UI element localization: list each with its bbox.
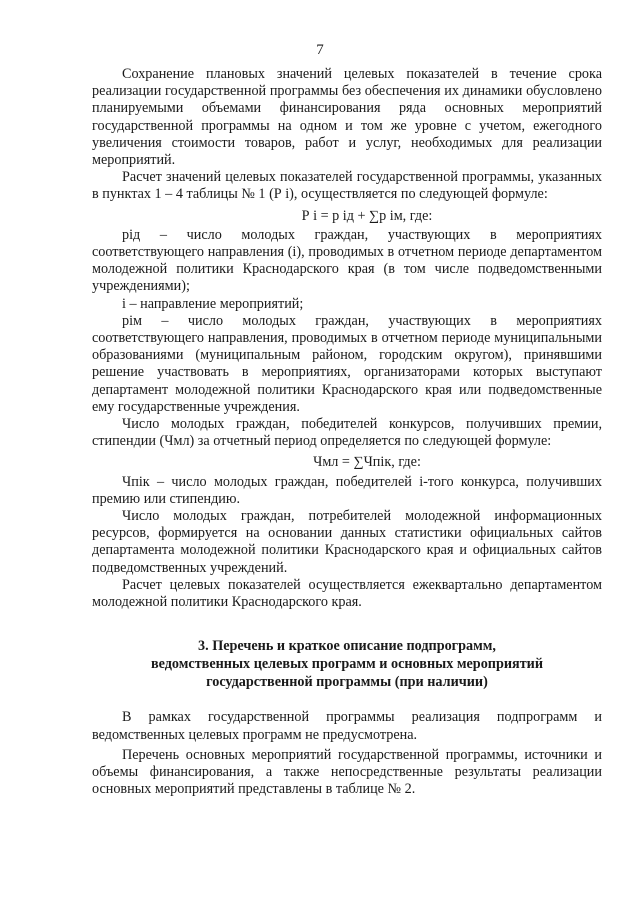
section-title	[92, 637, 602, 691]
definition-pim: piм – число молодых граждан, участвующих в мероприятиях соответствующего направления, проводимых в отчетном периоде муниципальными образованиями (муниципальным районом, городским округом), принявшими решение участвовать в мероприятиях, организаторами которых выступают департамент молодежной политики Краснодарского края или подведомственные ему государственные учреждения.	[92, 312, 602, 415]
formula-chml: Чмл = ∑Чпiк, где:	[313, 454, 421, 471]
paragraph: Расчет значений целевых показателей государственной программы, указанных в пунктах 1 – 4 таблицы № 1 (Р i), осуществляется по следующей формуле:	[92, 169, 602, 203]
paragraph: Число молодых граждан, победителей конкурсов, получивших премии, стипендии (Чмл) за отчетный период определяется по следующей формуле:	[92, 416, 602, 450]
page-number: 7	[316, 42, 324, 58]
paragraph: В рамках государственной программы реализация подпрограмм и ведомственных целевых программ не предусмотрена.	[92, 709, 602, 743]
definition-i: i – направление мероприятий;	[122, 295, 304, 312]
document-body	[92, 66, 602, 798]
formula-p-i: Р i = р iд + ∑р iм, где:	[301, 207, 433, 224]
section-title-line: 3. Перечень и краткое описание подпрограмм,	[198, 638, 496, 655]
definition-chpik: Чпiк – число молодых граждан, победителей i-того конкурса, получивших премию или стипендию.	[92, 473, 602, 507]
section-title-line: ведомственных целевых программ и основных мероприятий	[150, 656, 544, 673]
section-title-line: государственной программы (при наличии)	[206, 674, 488, 691]
definition-pid: piд – число молодых граждан, участвующих в мероприятиях соответствующего направления (i), проводимых в отчетном периоде департаментом молодежной политики Краснодарского края (в том числе подведомственными учреждениями);	[92, 226, 602, 295]
paragraph: Расчет целевых показателей осуществляется ежеквартально департаментом молодежной политики Краснодарского края.	[92, 576, 602, 611]
paragraph: Число молодых граждан, потребителей молодежной информационных ресурсов, формируется на основании данных статистики официальных сайтов департамента молодежной политики Краснодарского края и официальных сайтов подведомственных учреждений.	[92, 508, 602, 576]
paragraph: Сохранение плановых значений целевых показателей в течение срока реализации государственной программы без обеспечения их динамики обусловлено планируемыми объемами финансирования ряда основных мероприятий государственной программы на одном и том же уровне с учетом, ежегодного увеличения стоимости товаров, работ и услуг, необходимых для реализации мероприятий.	[92, 66, 602, 169]
paragraph: Перечень основных мероприятий государственной программы, источники и объемы финансирования, а также непосредственные результаты реализации основных мероприятий представлены в таблице № 2.	[92, 746, 602, 798]
